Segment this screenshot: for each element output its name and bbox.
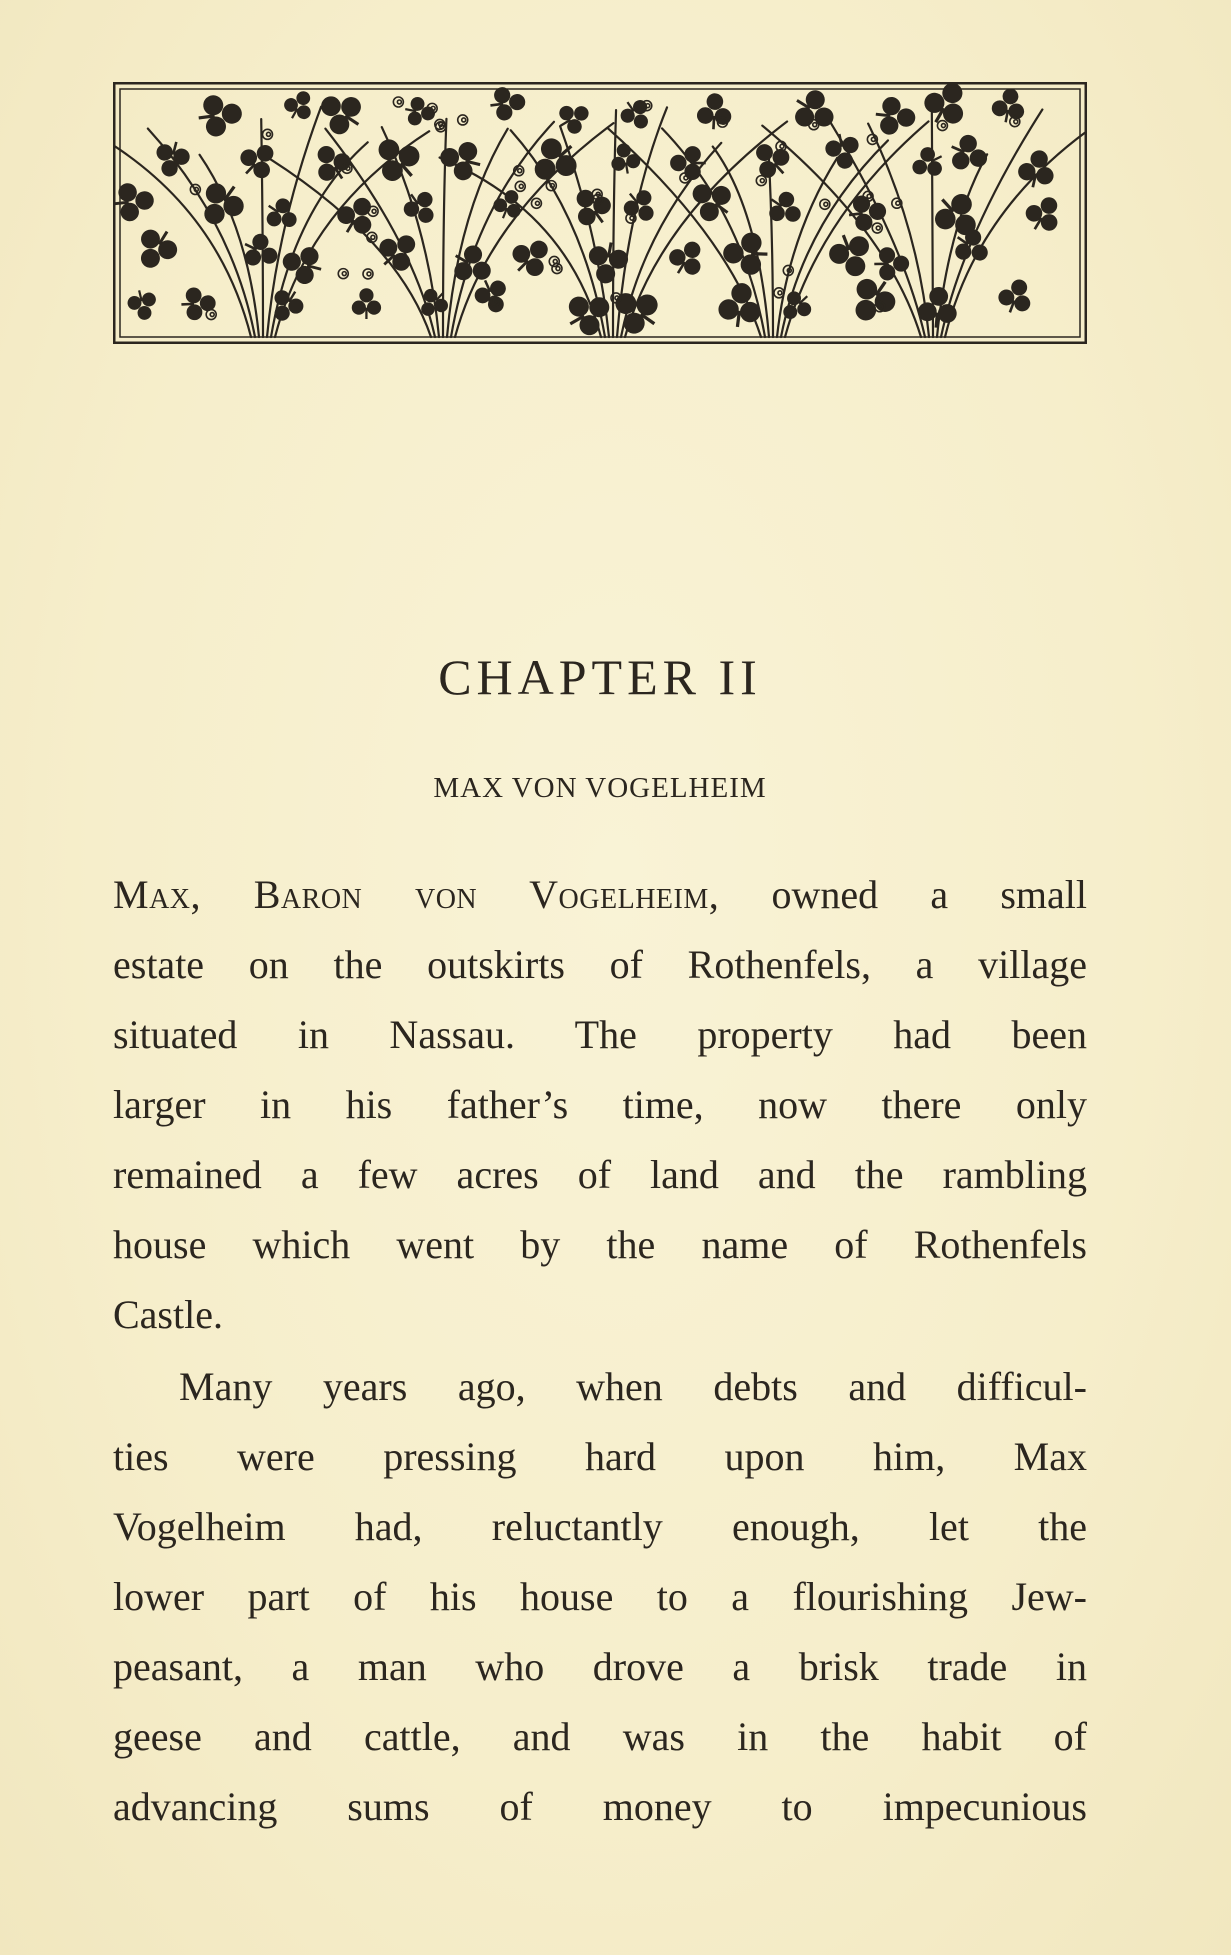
body-text: [113, 860, 1087, 1842]
text-line: Vogelheim had, reluctantly enough, let the: [113, 1504, 1087, 1549]
text-line: Castle.: [113, 1292, 223, 1337]
paragraph-1-first-line: [113, 860, 1087, 930]
opening-small-caps: Max, Baron von Vogelheim,: [113, 872, 720, 917]
text-line: advancing sums of money to impecunious: [113, 1784, 1087, 1829]
text-line: ties were pressing hard upon him, Max: [113, 1434, 1087, 1479]
text-line: Many years ago, when debts and difficul-: [179, 1364, 1087, 1409]
chapter-subtitle: MAX VON VOGELHEIM: [433, 772, 767, 804]
text-line: situated in Nassau. The property had been: [113, 1012, 1087, 1057]
text-line: remained a few acres of land and the rambling: [113, 1152, 1087, 1197]
text-line: peasant, a man who drove a brisk trade in: [113, 1644, 1087, 1689]
clover-vine-border-icon: [113, 82, 1087, 344]
opening-line-rest: owned a small: [719, 872, 1087, 917]
chapter-title: CHAPTER II: [438, 649, 762, 705]
text-line: larger in his father’s time, now there only: [113, 1082, 1087, 1127]
text-line: geese and cattle, and was in the habit of: [113, 1714, 1087, 1759]
text-line: lower part of his house to a flourishing Jew-: [113, 1574, 1087, 1619]
text-line: house which went by the name of Rothenfels: [113, 1222, 1087, 1267]
text-line: estate on the outskirts of Rothenfels, a village: [113, 942, 1087, 987]
